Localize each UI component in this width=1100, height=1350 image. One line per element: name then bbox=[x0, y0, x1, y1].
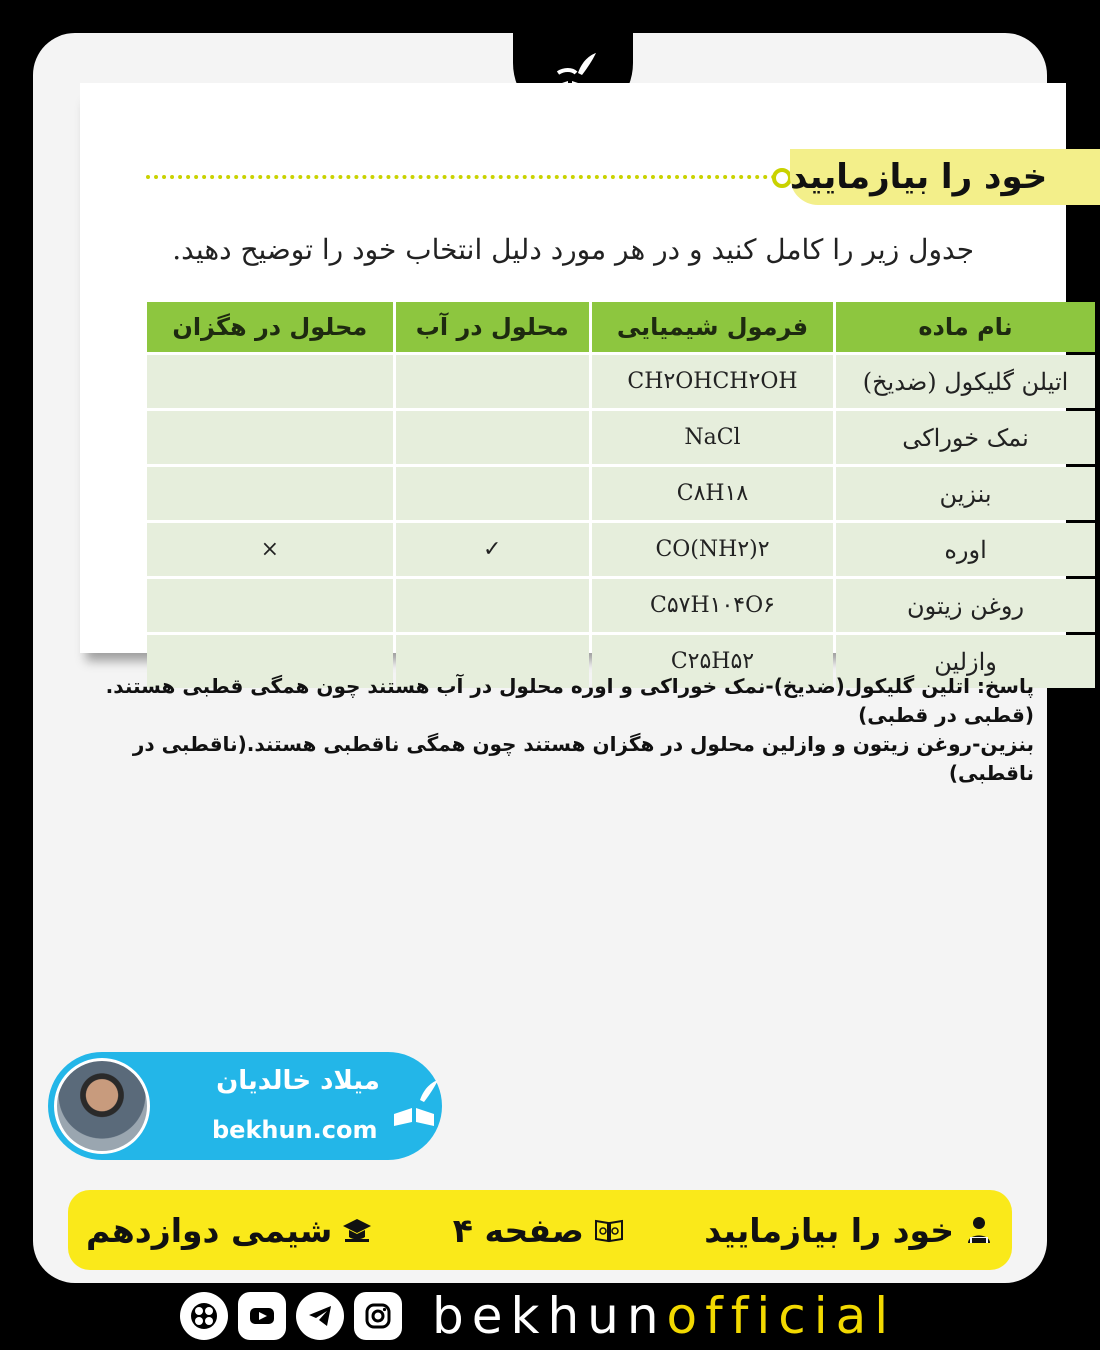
cell-name: بنزین bbox=[836, 467, 1095, 520]
table-header-row bbox=[147, 302, 1095, 352]
table-row bbox=[147, 411, 1095, 464]
footer-page bbox=[453, 1211, 624, 1250]
answer-line-polar: پاسخ: اتلین گلیکول(ضدیخ)-نمک خوراکی و اوره محلول در آب هستند چون همگی قطبی هستند.(قطبی در قطبی) bbox=[105, 674, 1034, 727]
cell-formula: CO(NH۲)۲ bbox=[592, 523, 833, 576]
cell-water bbox=[396, 579, 589, 632]
cell-name: اتیلن گلیکول (ضدیخ) bbox=[836, 355, 1095, 408]
cell-hexane: × bbox=[147, 523, 393, 576]
cell-water bbox=[396, 355, 589, 408]
column-header-water: محلول در آب bbox=[396, 302, 589, 352]
instagram-icon bbox=[363, 1301, 393, 1331]
footer-topic bbox=[704, 1211, 994, 1250]
cell-water bbox=[396, 467, 589, 520]
column-header-hexane: محلول در هگزان bbox=[147, 302, 393, 352]
column-header-formula: فرمول شیمیایی bbox=[592, 302, 833, 352]
footer-page-label: صفحه ۴ bbox=[452, 1210, 584, 1250]
teacher-icon bbox=[964, 1215, 994, 1245]
table-row bbox=[147, 579, 1095, 632]
author-site-link[interactable]: bekhun.com bbox=[212, 1116, 378, 1144]
youtube-icon bbox=[247, 1301, 277, 1331]
cell-name: اوره bbox=[836, 523, 1095, 576]
cell-hexane bbox=[147, 579, 393, 632]
solubility-table bbox=[144, 299, 1098, 691]
aparat-icon bbox=[189, 1301, 219, 1331]
cell-hexane bbox=[147, 467, 393, 520]
section-heading-row bbox=[146, 143, 1100, 209]
cell-formula: CH۲OHCH۲OH bbox=[592, 355, 833, 408]
dotted-line-end bbox=[772, 168, 792, 188]
bekhun-logo-small-icon bbox=[386, 1074, 448, 1136]
dotted-line bbox=[146, 175, 776, 179]
cell-formula: C۲۵H۵۲ bbox=[592, 635, 833, 688]
brand-accent: official bbox=[666, 1287, 897, 1345]
cell-hexane bbox=[147, 355, 393, 408]
book-icon bbox=[594, 1215, 624, 1245]
cell-water: ✓ bbox=[396, 523, 589, 576]
aparat-link[interactable] bbox=[180, 1292, 228, 1340]
footer-course-label: شیمی دوازدهم bbox=[86, 1210, 333, 1250]
graduation-cap-icon bbox=[342, 1215, 372, 1245]
cell-name: نمک خوراکی bbox=[836, 411, 1095, 464]
cell-hexane bbox=[147, 411, 393, 464]
brand-main: bekhun bbox=[432, 1287, 667, 1345]
cell-formula: C۵۷H۱۰۴O۶ bbox=[592, 579, 833, 632]
cell-water bbox=[396, 411, 589, 464]
section-title: خود را بیازمایید bbox=[790, 149, 1100, 205]
telegram-link[interactable] bbox=[296, 1292, 344, 1340]
author-badge[interactable] bbox=[48, 1052, 442, 1160]
textbook-excerpt bbox=[80, 83, 1069, 676]
avatar bbox=[54, 1058, 150, 1154]
answer-line-nonpolar: بنزین-روغن زیتون و وازلین محلول در هگزان هستند چون همگی ناقطبی هستند.(ناقطبی در ناقطبی) bbox=[132, 732, 1034, 785]
cell-name: روغن زیتون bbox=[836, 579, 1095, 632]
table-row bbox=[147, 467, 1095, 520]
column-header-name: نام ماده bbox=[836, 302, 1095, 352]
instruction-text: جدول زیر را کامل کنید و در هر مورد دلیل انتخاب خود را توضیح دهید. bbox=[172, 233, 974, 266]
footer-topic-label: خود را بیازمایید bbox=[704, 1210, 954, 1250]
cell-formula: C۸H۱۸ bbox=[592, 467, 833, 520]
social-links bbox=[180, 1290, 402, 1342]
footer-course bbox=[86, 1211, 372, 1250]
footer-info-bar bbox=[68, 1190, 1012, 1270]
author-name: میلاد خالدیان bbox=[216, 1066, 380, 1096]
answer-text bbox=[48, 672, 1034, 788]
brand-handle bbox=[432, 1288, 896, 1344]
youtube-link[interactable] bbox=[238, 1292, 286, 1340]
cell-formula: NaCl bbox=[592, 411, 833, 464]
telegram-icon bbox=[305, 1301, 335, 1331]
cell-name: وازلین bbox=[836, 635, 1095, 688]
table-row bbox=[147, 523, 1095, 576]
instagram-link[interactable] bbox=[354, 1292, 402, 1340]
table-row bbox=[147, 355, 1095, 408]
